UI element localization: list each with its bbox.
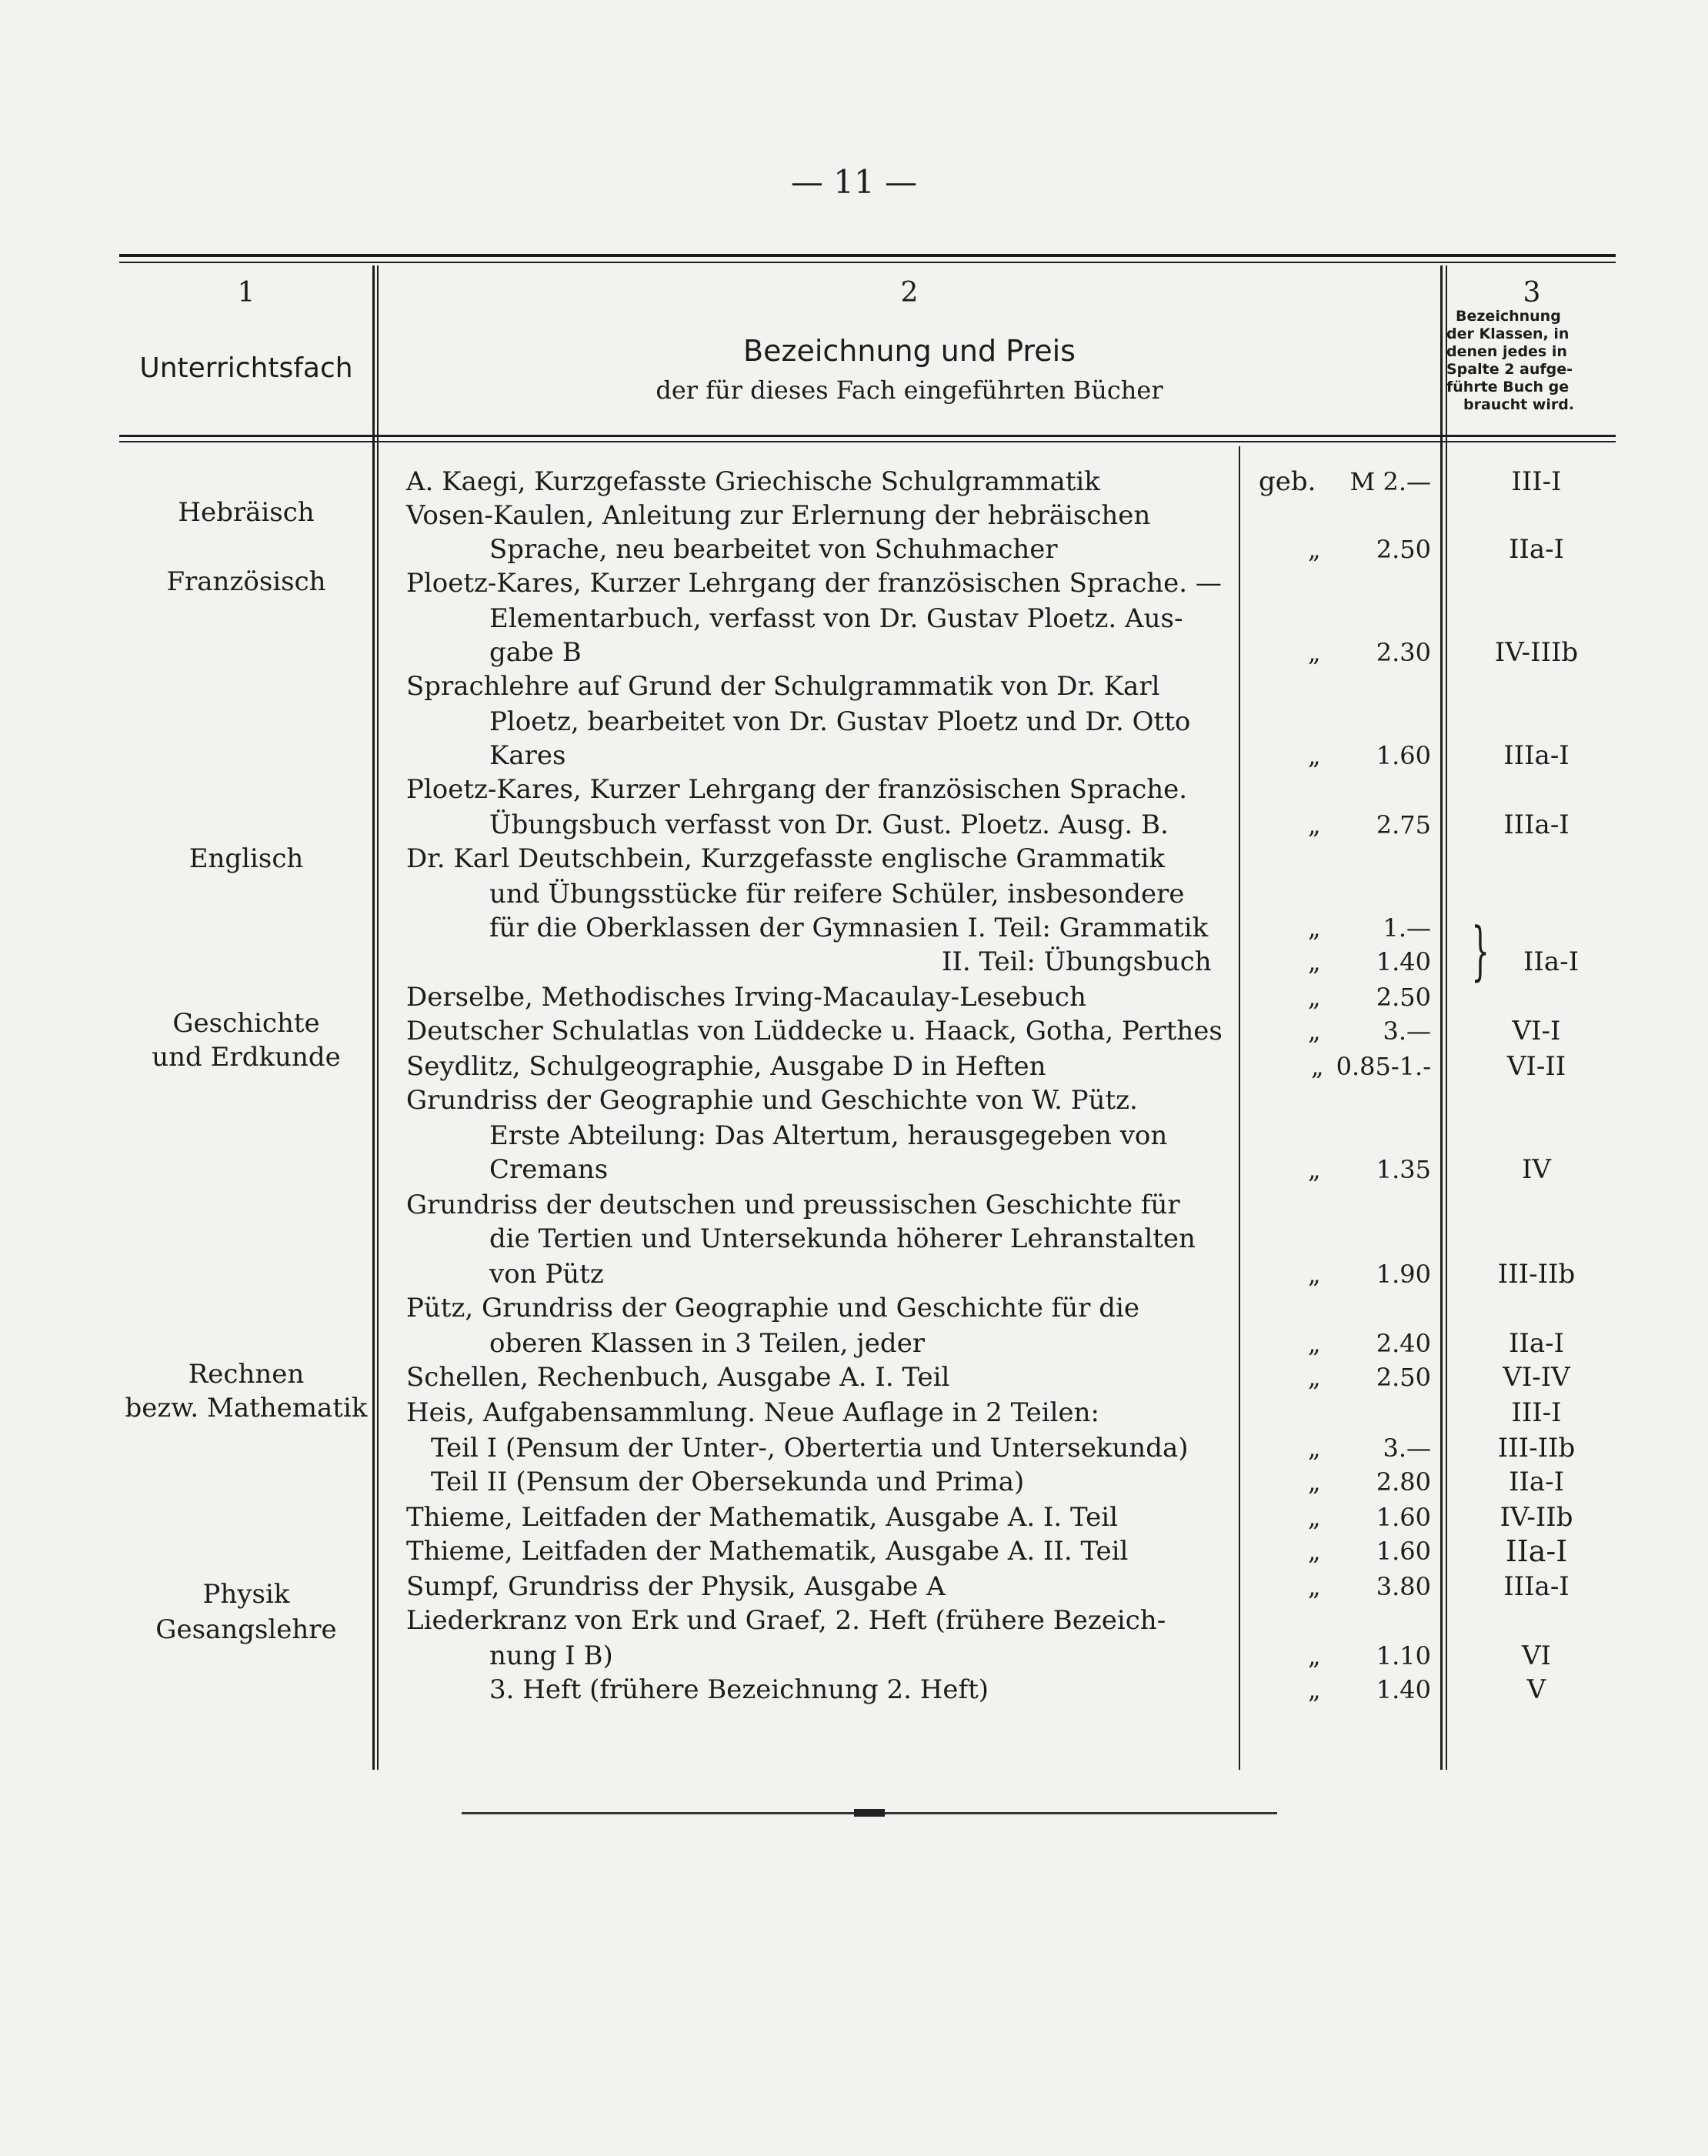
- price: 2.40: [1376, 1329, 1431, 1358]
- price: 1.40: [1376, 1675, 1431, 1704]
- book-line: Sumpf, Grundriss der Physik, Ausgabe A: [406, 1571, 946, 1602]
- price: 2.50: [1376, 1363, 1431, 1392]
- book-line: Seydlitz, Schulgeographie, Ausgabe D in Heften: [406, 1051, 1046, 1082]
- price: 1.—: [1383, 913, 1431, 943]
- price: 1.35: [1376, 1155, 1431, 1184]
- col3-desc-line: Bezeichnung: [1456, 308, 1561, 325]
- book-line: Kares: [489, 740, 566, 771]
- book-line: Dr. Karl Deutschbein, Kurzgefasste englische Grammatik: [406, 843, 1165, 874]
- price: 2.30: [1376, 638, 1431, 667]
- class-range: IV: [1522, 1154, 1551, 1185]
- book-line: Ploetz-Kares, Kurzer Lehrgang der französischen Sprache.: [406, 774, 1188, 805]
- ditto-mark: „: [1311, 1052, 1324, 1081]
- ditto-mark: „: [1308, 1363, 1321, 1392]
- book-line: Thieme, Leitfaden der Mathematik, Ausgabe A. I. Teil: [406, 1502, 1118, 1533]
- page-number: — 11 —: [790, 163, 918, 201]
- book-line: die Tertien und Untersekunda höherer Lehranstalten: [489, 1223, 1196, 1254]
- col2-divider: [1440, 265, 1443, 1770]
- book-line: Heis, Aufgabensammlung. Neue Auflage in 2 Teilen:: [406, 1397, 1099, 1428]
- class-range: IIa-I: [1508, 1328, 1565, 1359]
- price: 3.—: [1383, 1016, 1431, 1046]
- class-range: IIa-I: [1508, 534, 1565, 565]
- ditto-mark: „: [1308, 535, 1321, 564]
- subject-rechnen: Rechnen: [188, 1359, 305, 1390]
- col2-number: 2: [900, 277, 919, 309]
- subject-gesangslehre: Gesangslehre: [155, 1614, 337, 1645]
- ditto-mark: „: [1308, 1572, 1321, 1601]
- class-range: IIIa-I: [1503, 809, 1570, 840]
- price: 3.—: [1383, 1433, 1431, 1463]
- class-range: IIa-I: [1508, 1467, 1565, 1497]
- subject-geschichte: Geschichte: [172, 1008, 320, 1039]
- book-line: Grundriss der Geographie und Geschichte von W. Pütz.: [406, 1085, 1138, 1116]
- ditto-mark: „: [1308, 638, 1321, 667]
- ditto-mark: „: [1308, 1329, 1321, 1358]
- subject-mathematik: bezw. Mathematik: [125, 1393, 368, 1423]
- ditto-mark: „: [1308, 741, 1321, 770]
- book-line: für die Oberklassen der Gymnasien I. Teil: Grammatik: [489, 913, 1209, 943]
- col1-title: Unterrichtsfach: [139, 352, 353, 384]
- price: 1.90: [1376, 1260, 1431, 1289]
- book-line: und Übungsstücke für reifere Schüler, insbesondere: [489, 879, 1185, 909]
- class-range: III-IIb: [1497, 1259, 1576, 1290]
- subject-hebraeisch: Hebräisch: [178, 497, 315, 528]
- header-bottom-rule-thin: [119, 441, 1616, 442]
- top-rule-thin: [119, 262, 1616, 263]
- col3-desc-line: braucht wird.: [1463, 396, 1575, 413]
- book-line: von Pütz: [489, 1259, 604, 1290]
- col2-subtitle: der für dieses Fach eingeführten Bücher: [656, 375, 1163, 405]
- price: 2.50: [1376, 983, 1431, 1012]
- class-range: III-I: [1511, 1397, 1562, 1428]
- ditto-mark: „: [1308, 810, 1321, 839]
- top-rule: [119, 254, 1616, 257]
- col2-title: Bezeichnung und Preis: [743, 334, 1076, 368]
- book-line: Deutscher Schulatlas von Lüddecke u. Haack, Gotha, Perthes: [406, 1016, 1223, 1046]
- book-line: Grundriss der deutschen und preussischen Geschichte für: [406, 1190, 1180, 1220]
- class-range: IV-IIIb: [1494, 637, 1579, 668]
- class-range: IIa-I: [1523, 946, 1580, 977]
- col2-divider-2: [1446, 265, 1447, 1770]
- header-bottom-rule: [119, 435, 1616, 437]
- ditto-mark: „: [1308, 1260, 1321, 1289]
- subject-physik: Physik: [202, 1579, 290, 1610]
- class-range: VI: [1522, 1640, 1551, 1671]
- subject-englisch: Englisch: [188, 843, 304, 874]
- book-line: Sprache, neu bearbeitet von Schuhmacher: [489, 534, 1058, 565]
- price-prefix: geb.: [1259, 466, 1316, 497]
- curly-brace: }: [1471, 915, 1489, 988]
- book-line: Cremans: [489, 1154, 609, 1185]
- price: 1.60: [1376, 1503, 1431, 1532]
- class-range: IIa-I: [1505, 1534, 1568, 1568]
- book-line: A. Kaegi, Kurzgefasste Griechische Schulgrammatik: [406, 466, 1100, 497]
- class-range: VI-I: [1512, 1016, 1561, 1046]
- bottom-ornament: [854, 1809, 885, 1817]
- book-line: Ploetz-Kares, Kurzer Lehrgang der französischen Sprache. —: [406, 568, 1222, 599]
- book-line: Thieme, Leitfaden der Mathematik, Ausgabe A. II. Teil: [406, 1536, 1129, 1567]
- class-range: VI-IV: [1503, 1362, 1570, 1393]
- col3-desc-line: Spalte 2 aufge-: [1446, 361, 1573, 378]
- ditto-mark: „: [1308, 1433, 1321, 1463]
- col3-description: [1446, 308, 1617, 414]
- class-range: III-IIb: [1497, 1433, 1576, 1463]
- ditto-mark: „: [1308, 1467, 1321, 1497]
- price: 1.60: [1376, 1537, 1431, 1566]
- ditto-mark: „: [1308, 1155, 1321, 1184]
- book-line: nung I B): [489, 1640, 613, 1671]
- class-range: IIIa-I: [1503, 740, 1570, 771]
- price: 2.75: [1376, 810, 1431, 839]
- ditto-mark: „: [1308, 1675, 1321, 1704]
- book-line: II. Teil: Übungsbuch: [942, 946, 1212, 977]
- book-line: oberen Klassen in 3 Teilen, jeder: [489, 1328, 926, 1359]
- col3-desc-line: führte Buch ge: [1446, 379, 1570, 395]
- book-line: Elementarbuch, verfasst von Dr. Gustav Ploetz. Aus-: [489, 603, 1183, 634]
- price: 2.50: [1376, 535, 1431, 564]
- class-range: IIIa-I: [1503, 1571, 1570, 1602]
- price: M 2.—: [1349, 467, 1431, 496]
- ditto-mark: „: [1308, 947, 1321, 976]
- book-line: Teil II (Pensum der Obersekunda und Prima): [431, 1467, 1025, 1497]
- class-range: III-I: [1511, 466, 1562, 497]
- book-line: Schellen, Rechenbuch, Ausgabe A. I. Teil: [406, 1362, 950, 1393]
- class-range: V: [1526, 1674, 1546, 1705]
- book-line: Ploetz, bearbeitet von Dr. Gustav Ploetz und Dr. Otto: [489, 706, 1191, 737]
- col1-number: 1: [237, 277, 255, 309]
- subject-erdkunde: und Erdkunde: [152, 1042, 341, 1073]
- class-range: IV-IIb: [1500, 1502, 1573, 1533]
- price: 2.80: [1376, 1467, 1431, 1497]
- price: 1.60: [1376, 741, 1431, 770]
- ditto-mark: „: [1308, 1503, 1321, 1532]
- book-line: Sprachlehre auf Grund der Schulgrammatik von Dr. Karl: [406, 671, 1160, 702]
- price: 3.80: [1376, 1572, 1431, 1601]
- price: 1.10: [1376, 1641, 1431, 1670]
- col3-desc-line: denen jedes in: [1446, 343, 1567, 360]
- book-line: Derselbe, Methodisches Irving-Macaulay-Lesebuch: [406, 982, 1086, 1013]
- book-line: Pütz, Grundriss der Geographie und Geschichte für die: [406, 1293, 1139, 1323]
- book-line: Erste Abteilung: Das Altertum, herausgegeben von: [489, 1120, 1168, 1151]
- book-line: Übungsbuch verfasst von Dr. Gust. Ploetz. Ausg. B.: [489, 809, 1169, 840]
- price-divider: [1239, 446, 1240, 1770]
- col3-desc-line: der Klassen, in: [1446, 325, 1570, 342]
- ditto-mark: „: [1308, 1537, 1321, 1566]
- book-line: gabe B: [489, 637, 582, 668]
- col3-number: 3: [1523, 277, 1541, 309]
- ditto-mark: „: [1308, 1016, 1321, 1046]
- ditto-mark: „: [1308, 1641, 1321, 1670]
- book-line: Vosen-Kaulen, Anleitung zur Erlernung der hebräischen: [406, 500, 1151, 531]
- book-line: Teil I (Pensum der Unter-, Obertertia und Untersekunda): [431, 1433, 1189, 1463]
- book-line: 3. Heft (frühere Bezeichnung 2. Heft): [489, 1674, 989, 1705]
- ditto-mark: „: [1308, 913, 1321, 943]
- book-line: Liederkranz von Erk und Graef, 2. Heft (frühere Bezeich-: [406, 1605, 1166, 1636]
- ditto-mark: „: [1308, 983, 1321, 1012]
- price: 0.85-1.-: [1336, 1052, 1431, 1081]
- price: 1.40: [1376, 947, 1431, 976]
- col1-divider-2: [377, 265, 379, 1770]
- class-range: VI-II: [1506, 1051, 1566, 1082]
- subject-franzoesisch: Französisch: [166, 566, 326, 597]
